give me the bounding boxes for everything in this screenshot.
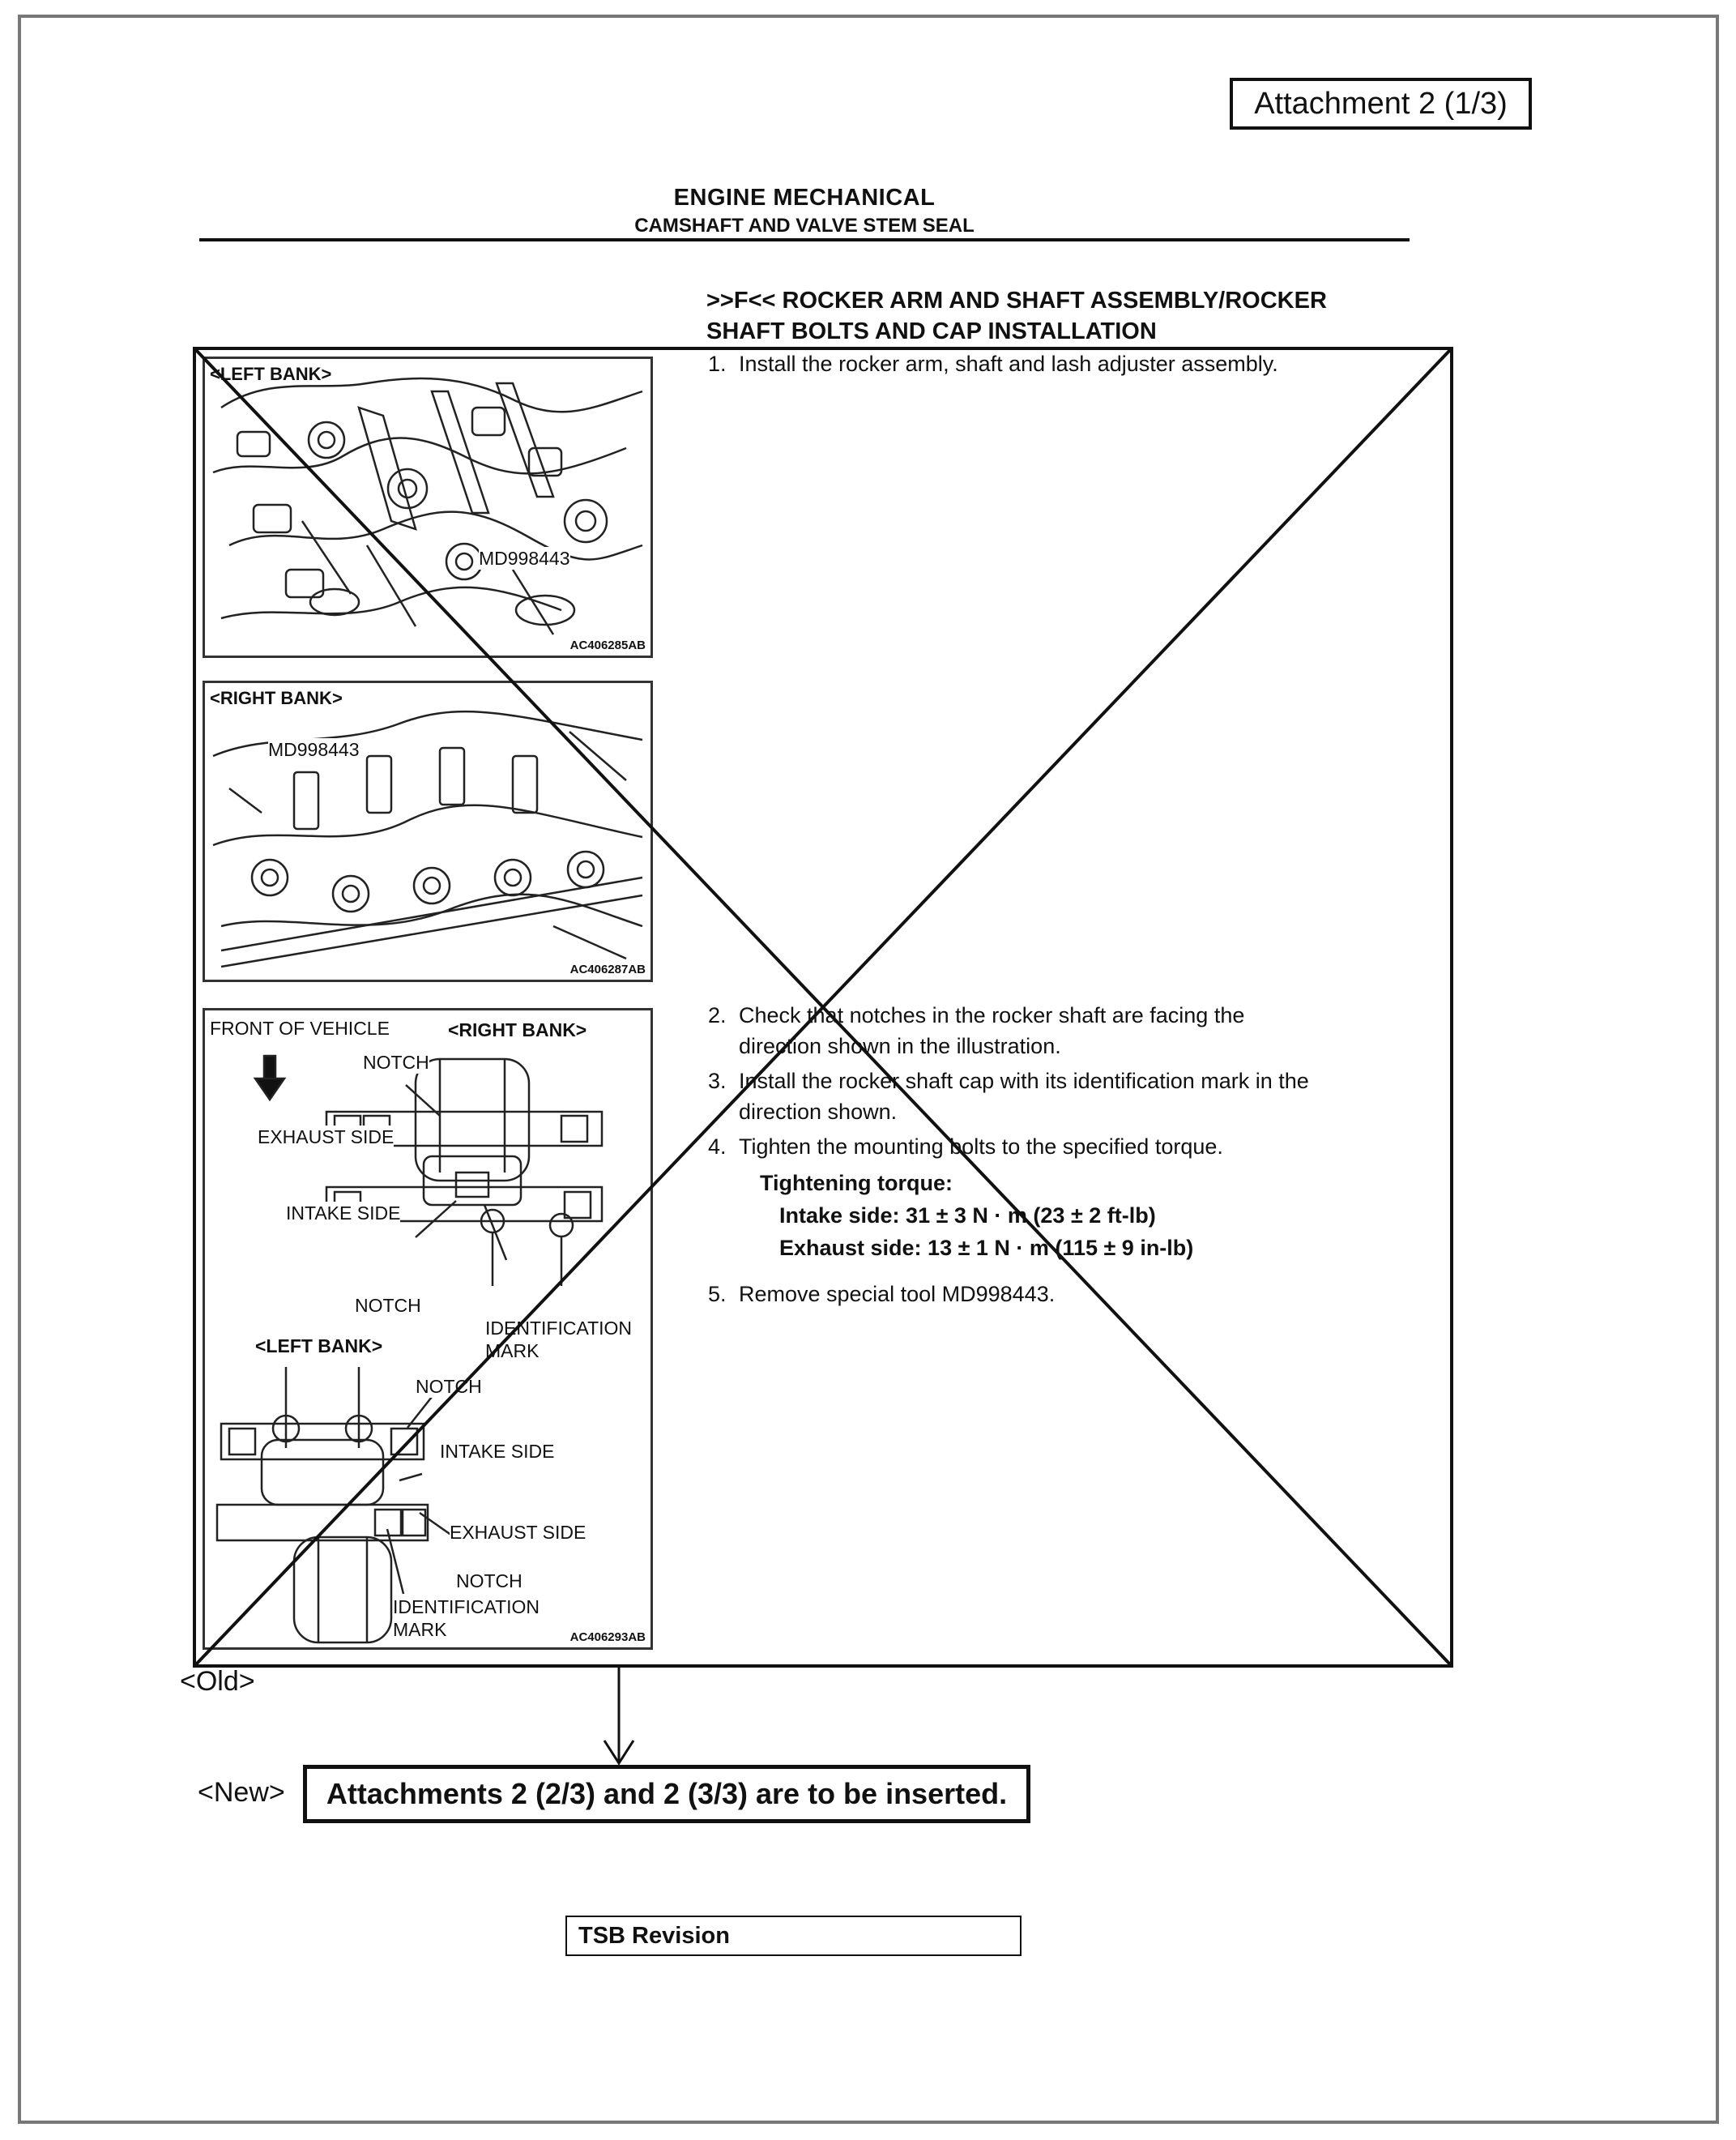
fig3-right-bank-label: <RIGHT BANK> xyxy=(448,1019,587,1040)
step-1-number: 1. xyxy=(708,352,727,376)
fig3-notch-label-1: NOTCH xyxy=(363,1052,429,1073)
fig3-front-label: FRONT OF VEHICLE xyxy=(210,1018,390,1039)
section-title xyxy=(706,285,1435,347)
section-title-line2: SHAFT BOLTS AND CAP INSTALLATION xyxy=(706,318,1157,344)
fig3-left-bank-label: <LEFT BANK> xyxy=(255,1335,383,1356)
step-3-number: 3. xyxy=(708,1069,727,1093)
fig1-bank-label: <LEFT BANK> xyxy=(210,364,332,384)
fig3-mark-label-1: MARK xyxy=(485,1340,540,1361)
old-label: <Old> xyxy=(180,1666,255,1697)
step-5-text: Remove special tool MD998443. xyxy=(739,1282,1056,1306)
fig3-code: AC406293AB xyxy=(569,1630,646,1644)
torque-intake: Intake side: 31 ± 3 N · m (23 ± 2 ft-lb) xyxy=(779,1203,1156,1228)
fig3-notch-label-2: NOTCH xyxy=(355,1295,421,1316)
heading-subtitle: CAMSHAFT AND VALVE STEM SEAL xyxy=(634,215,975,237)
step-3-text-line2: direction shown. xyxy=(739,1100,898,1124)
page-heading xyxy=(199,185,1410,237)
fig3-identification-label-1: IDENTIFICATION xyxy=(485,1318,633,1339)
fig3-exhaust-side-label-1: EXHAUST SIDE xyxy=(258,1126,395,1147)
fig3-exhaust-side-label-2: EXHAUST SIDE xyxy=(450,1522,586,1543)
fig2-tool-label: MD998443 xyxy=(268,739,360,760)
fig3-intake-side-label-2: INTAKE SIDE xyxy=(440,1441,555,1462)
attachment-label: Attachment 2 (1/3) xyxy=(1230,78,1532,130)
fig2-code: AC406287AB xyxy=(569,963,646,976)
fig2-bank-label: <RIGHT BANK> xyxy=(210,688,343,708)
fig3-notch-label-4: NOTCH xyxy=(456,1570,523,1591)
step-2-text-line2: direction shown in the illustration. xyxy=(739,1034,1061,1058)
section-title-line1: >>F<< ROCKER ARM AND SHAFT ASSEMBLY/ROCKER xyxy=(706,288,1327,314)
step-5-number: 5. xyxy=(708,1282,727,1306)
step-1-text: Install the rocker arm, shaft and lash adjuster assembly. xyxy=(739,352,1278,376)
step-3-text-line1: Install the rocker shaft cap with its identification mark in the xyxy=(739,1069,1309,1093)
torque-exhaust: Exhaust side: 13 ± 1 N · m (115 ± 9 in-lb) xyxy=(779,1236,1194,1260)
step-2-text-line1: Check that notches in the rocker shaft are facing the xyxy=(739,1003,1245,1027)
tsb-revision-box: TSB Revision xyxy=(565,1916,1022,1956)
step-2-number: 2. xyxy=(708,1003,727,1027)
heading-title: ENGINE MECHANICAL xyxy=(673,185,936,211)
fig3-notch-label-3: NOTCH xyxy=(416,1376,482,1397)
new-instruction-box: Attachments 2 (2/3) and 2 (3/3) are to be inserted. xyxy=(303,1765,1030,1823)
down-arrow-icon xyxy=(599,1666,640,1766)
fig1-code: AC406285AB xyxy=(569,639,646,652)
fig3-mark-label-2: MARK xyxy=(393,1619,447,1640)
fig3-intake-side-label-1: INTAKE SIDE xyxy=(286,1202,401,1224)
new-label: <New> xyxy=(198,1777,285,1808)
strike-cross xyxy=(193,347,1453,1668)
step-4-text: Tighten the mounting bolts to the specified torque. xyxy=(739,1134,1223,1159)
fig1-tool-label: MD998443 xyxy=(479,548,570,569)
heading-rule xyxy=(199,238,1410,241)
fig3-identification-label-2: IDENTIFICATION xyxy=(393,1596,540,1617)
torque-title: Tightening torque: xyxy=(760,1171,953,1195)
step-4-number: 4. xyxy=(708,1134,727,1159)
